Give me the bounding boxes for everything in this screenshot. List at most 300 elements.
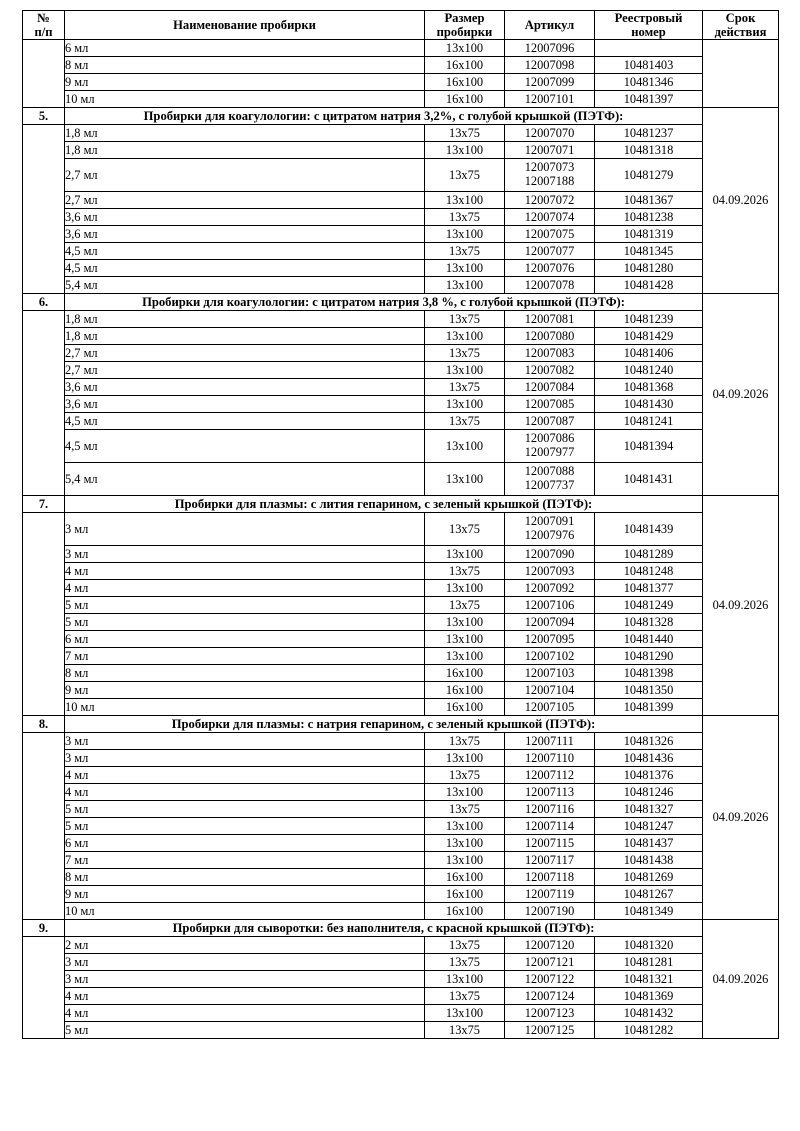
tube-size: 13x75 xyxy=(425,1022,505,1039)
tube-article: 12007103 xyxy=(505,665,595,682)
column-header-registry xyxy=(595,11,703,40)
tube-name: 1,8 мл xyxy=(65,142,425,159)
tube-article: 12007118 xyxy=(505,869,595,886)
table-row xyxy=(23,665,779,682)
tube-registry-number: 10481241 xyxy=(595,413,703,430)
tube-name: 4,5 мл xyxy=(65,413,425,430)
row-number-spacer xyxy=(23,125,65,294)
table-row xyxy=(23,277,779,294)
tube-article: 12007092 xyxy=(505,580,595,597)
tube-article: 12007124 xyxy=(505,988,595,1005)
tube-size: 13x100 xyxy=(425,362,505,379)
tube-registry-number: 10481237 xyxy=(595,125,703,142)
table-row xyxy=(23,513,779,546)
group-number: 5. xyxy=(23,108,65,125)
column-header-number xyxy=(23,11,65,40)
group-header-row xyxy=(23,920,779,937)
group-number: 6. xyxy=(23,294,65,311)
tube-article xyxy=(505,159,595,192)
tube-size: 13x75 xyxy=(425,988,505,1005)
tube-article: 12007117 xyxy=(505,852,595,869)
tube-size: 13x75 xyxy=(425,954,505,971)
tube-name: 5,4 мл xyxy=(65,463,425,496)
tube-name: 4,5 мл xyxy=(65,243,425,260)
validity-date: 04.09.2026 xyxy=(703,496,779,716)
tube-size: 16x100 xyxy=(425,682,505,699)
table-row xyxy=(23,614,779,631)
table-row xyxy=(23,767,779,784)
tube-registry-number: 10481403 xyxy=(595,57,703,74)
tube-registry-number: 10481377 xyxy=(595,580,703,597)
tube-name: 3,6 мл xyxy=(65,209,425,226)
tube-article: 12007095 xyxy=(505,631,595,648)
tube-size: 13x100 xyxy=(425,784,505,801)
tube-name: 4,5 мл xyxy=(65,260,425,277)
column-header-validity-line2: действия xyxy=(714,25,767,40)
tube-size: 13x100 xyxy=(425,430,505,463)
tube-size: 13x75 xyxy=(425,125,505,142)
tube-article-line: 12007073 xyxy=(524,160,575,175)
table-row xyxy=(23,648,779,665)
tube-article: 12007190 xyxy=(505,903,595,920)
table-row xyxy=(23,345,779,362)
tube-size: 16x100 xyxy=(425,903,505,920)
tube-size: 13x75 xyxy=(425,159,505,192)
tube-registry-number: 10481328 xyxy=(595,614,703,631)
tube-registry-number: 10481367 xyxy=(595,192,703,209)
column-header-article: Артикул xyxy=(505,11,595,40)
tube-article: 12007096 xyxy=(505,40,595,57)
column-header-name: Наименование пробирки xyxy=(65,11,425,40)
table-row xyxy=(23,988,779,1005)
table-row xyxy=(23,328,779,345)
tube-registry-number: 10481398 xyxy=(595,665,703,682)
tube-article: 12007101 xyxy=(505,91,595,108)
tube-name: 3 мл xyxy=(65,750,425,767)
tube-article: 12007120 xyxy=(505,937,595,954)
tube-registry-number: 10481436 xyxy=(595,750,703,767)
tube-article xyxy=(505,463,595,496)
tube-name: 7 мл xyxy=(65,648,425,665)
tube-registry-number: 10481428 xyxy=(595,277,703,294)
tube-name: 3,6 мл xyxy=(65,379,425,396)
tube-registry-number: 10481406 xyxy=(595,345,703,362)
tube-name: 10 мл xyxy=(65,903,425,920)
tube-size: 13x100 xyxy=(425,40,505,57)
group-header-row xyxy=(23,108,779,125)
tube-name: 3 мл xyxy=(65,954,425,971)
group-header-row xyxy=(23,716,779,733)
group-header-row xyxy=(23,294,779,311)
table-row xyxy=(23,209,779,226)
tube-size: 13x100 xyxy=(425,277,505,294)
tube-article: 12007077 xyxy=(505,243,595,260)
tube-name: 3 мл xyxy=(65,546,425,563)
tube-article: 12007113 xyxy=(505,784,595,801)
tube-registry-number: 10481397 xyxy=(595,91,703,108)
tube-name: 9 мл xyxy=(65,886,425,903)
tube-name: 3 мл xyxy=(65,971,425,988)
table-header xyxy=(23,11,779,40)
tube-registry-number: 10481429 xyxy=(595,328,703,345)
tube-size: 16x100 xyxy=(425,74,505,91)
group-number: 9. xyxy=(23,920,65,937)
tube-registry-number: 10481248 xyxy=(595,563,703,580)
table-row xyxy=(23,159,779,192)
tube-size: 16x100 xyxy=(425,869,505,886)
validity-date: 04.09.2026 xyxy=(703,716,779,920)
tube-size: 16x100 xyxy=(425,886,505,903)
tube-registry-number: 10481432 xyxy=(595,1005,703,1022)
tube-registry-number: 10481267 xyxy=(595,886,703,903)
row-number-spacer xyxy=(23,513,65,716)
tube-name: 4 мл xyxy=(65,784,425,801)
tube-registry-number: 10481438 xyxy=(595,852,703,869)
tube-article: 12007094 xyxy=(505,614,595,631)
tube-article xyxy=(505,430,595,463)
tube-size: 13x75 xyxy=(425,513,505,546)
tube-article: 12007070 xyxy=(505,125,595,142)
tube-name: 4,5 мл xyxy=(65,430,425,463)
tube-article: 12007085 xyxy=(505,396,595,413)
tube-article: 12007114 xyxy=(505,818,595,835)
tube-article: 12007111 xyxy=(505,733,595,750)
table-header-row xyxy=(23,11,779,40)
table-row xyxy=(23,1022,779,1039)
table-row xyxy=(23,597,779,614)
tube-size: 16x100 xyxy=(425,699,505,716)
table-row xyxy=(23,192,779,209)
tube-article: 12007082 xyxy=(505,362,595,379)
tube-size: 13x100 xyxy=(425,580,505,597)
tube-name: 6 мл xyxy=(65,631,425,648)
tube-size: 13x100 xyxy=(425,142,505,159)
tube-name: 9 мл xyxy=(65,682,425,699)
tube-registry-number: 10481280 xyxy=(595,260,703,277)
tube-article-line: 12007086 xyxy=(524,431,575,446)
tube-article: 12007071 xyxy=(505,142,595,159)
tube-name: 5 мл xyxy=(65,801,425,818)
tube-size: 13x75 xyxy=(425,243,505,260)
table-row xyxy=(23,563,779,580)
tube-size: 13x75 xyxy=(425,311,505,328)
tube-registry-number: 10481439 xyxy=(595,513,703,546)
tube-article-line: 12007976 xyxy=(524,528,575,543)
tube-name: 3 мл xyxy=(65,513,425,546)
table-row xyxy=(23,74,779,91)
tube-article xyxy=(505,513,595,546)
tube-registry-number: 10481239 xyxy=(595,311,703,328)
tube-article: 12007072 xyxy=(505,192,595,209)
tube-registry-number: 10481319 xyxy=(595,226,703,243)
tube-article: 12007112 xyxy=(505,767,595,784)
tube-registry-number: 10481290 xyxy=(595,648,703,665)
tube-name: 7 мл xyxy=(65,852,425,869)
table-row xyxy=(23,937,779,954)
tube-name: 10 мл xyxy=(65,699,425,716)
tube-name: 4 мл xyxy=(65,767,425,784)
tube-article-line: 12007091 xyxy=(524,514,575,529)
tube-name: 6 мл xyxy=(65,835,425,852)
column-header-registry-line1: Реестровый xyxy=(614,11,683,25)
tube-size: 13x100 xyxy=(425,971,505,988)
tube-name: 4 мл xyxy=(65,563,425,580)
tube-registry-number: 10481240 xyxy=(595,362,703,379)
row-number-continued xyxy=(23,40,65,108)
tube-registry-number: 10481368 xyxy=(595,379,703,396)
tube-article-line: 12007977 xyxy=(524,445,575,460)
tube-article: 12007074 xyxy=(505,209,595,226)
column-header-size xyxy=(425,11,505,40)
tube-registry-number: 10481394 xyxy=(595,430,703,463)
tube-size: 13x75 xyxy=(425,767,505,784)
tube-registry-number: 10481318 xyxy=(595,142,703,159)
table-row xyxy=(23,260,779,277)
tube-article: 12007087 xyxy=(505,413,595,430)
group-number: 7. xyxy=(23,496,65,513)
tube-name: 3,6 мл xyxy=(65,226,425,243)
tube-name: 1,8 мл xyxy=(65,328,425,345)
tube-registry-number: 10481279 xyxy=(595,159,703,192)
tube-registry-number: 10481249 xyxy=(595,597,703,614)
tube-article: 12007083 xyxy=(505,345,595,362)
tube-size: 13x100 xyxy=(425,614,505,631)
table-row xyxy=(23,682,779,699)
tube-size: 13x100 xyxy=(425,226,505,243)
tube-name: 4 мл xyxy=(65,1005,425,1022)
tube-article: 12007080 xyxy=(505,328,595,345)
tube-article-line: 12007088 xyxy=(524,464,575,479)
tube-size: 16x100 xyxy=(425,91,505,108)
tube-name: 5 мл xyxy=(65,597,425,614)
tube-registry-number: 10481399 xyxy=(595,699,703,716)
table-row xyxy=(23,631,779,648)
tube-name: 2,7 мл xyxy=(65,192,425,209)
tube-name: 1,8 мл xyxy=(65,125,425,142)
table-row xyxy=(23,463,779,496)
table-body xyxy=(23,40,779,1039)
tube-name: 5,4 мл xyxy=(65,277,425,294)
row-number-spacer xyxy=(23,733,65,920)
table-row xyxy=(23,954,779,971)
tube-size: 13x100 xyxy=(425,852,505,869)
column-header-size-line1: Размер xyxy=(444,11,485,25)
tube-name: 2,7 мл xyxy=(65,362,425,379)
table-row xyxy=(23,142,779,159)
table-row xyxy=(23,91,779,108)
table-row xyxy=(23,835,779,852)
tube-size: 13x100 xyxy=(425,192,505,209)
tube-registry-number: 10481321 xyxy=(595,971,703,988)
table-row xyxy=(23,886,779,903)
tube-name: 3 мл xyxy=(65,733,425,750)
tube-registry-number: 10481246 xyxy=(595,784,703,801)
table-row xyxy=(23,1005,779,1022)
table-row xyxy=(23,226,779,243)
tube-size: 13x75 xyxy=(425,345,505,362)
table-row xyxy=(23,733,779,750)
group-header-row xyxy=(23,496,779,513)
tube-article-line: 12007188 xyxy=(524,174,575,189)
tube-size: 13x75 xyxy=(425,379,505,396)
column-header-validity xyxy=(703,11,779,40)
tube-size: 13x75 xyxy=(425,801,505,818)
tube-article: 12007119 xyxy=(505,886,595,903)
tube-article: 12007125 xyxy=(505,1022,595,1039)
table-row xyxy=(23,699,779,716)
tube-article: 12007098 xyxy=(505,57,595,74)
tube-registry-number: 10481320 xyxy=(595,937,703,954)
tube-registry-number: 10481369 xyxy=(595,988,703,1005)
tube-size: 13x100 xyxy=(425,835,505,852)
tube-size: 13x100 xyxy=(425,396,505,413)
validity-date: 04.09.2026 xyxy=(703,108,779,294)
column-header-size-line2: пробирки xyxy=(436,25,493,40)
tube-size: 13x100 xyxy=(425,260,505,277)
tube-registry-number: 10481350 xyxy=(595,682,703,699)
tube-article: 12007121 xyxy=(505,954,595,971)
tube-name: 8 мл xyxy=(65,869,425,886)
tube-article: 12007090 xyxy=(505,546,595,563)
tube-name: 4 мл xyxy=(65,988,425,1005)
tube-name: 5 мл xyxy=(65,1022,425,1039)
tube-registry-number: 10481345 xyxy=(595,243,703,260)
group-title: Пробирки для плазмы: с натрия гепарином, с зеленый крышкой (ПЭТФ): xyxy=(65,716,703,733)
tube-name: 3,6 мл xyxy=(65,396,425,413)
group-number: 8. xyxy=(23,716,65,733)
tube-catalog-table xyxy=(22,10,779,1039)
tube-article: 12007122 xyxy=(505,971,595,988)
table-row xyxy=(23,818,779,835)
tube-size: 13x100 xyxy=(425,648,505,665)
tube-article: 12007078 xyxy=(505,277,595,294)
tube-article: 12007075 xyxy=(505,226,595,243)
tube-size: 13x75 xyxy=(425,597,505,614)
group-title: Пробирки для сыворотки: без наполнителя, с красной крышкой (ПЭТФ): xyxy=(65,920,703,937)
tube-size: 13x100 xyxy=(425,546,505,563)
group-title: Пробирки для коагулологии: с цитратом натрия 3,8 %, с голубой крышкой (ПЭТФ): xyxy=(65,294,703,311)
tube-registry-number: 10481269 xyxy=(595,869,703,886)
tube-article: 12007076 xyxy=(505,260,595,277)
tube-article: 12007110 xyxy=(505,750,595,767)
tube-registry-number: 10481349 xyxy=(595,903,703,920)
tube-article: 12007093 xyxy=(505,563,595,580)
table-row xyxy=(23,125,779,142)
tube-size: 16x100 xyxy=(425,665,505,682)
tube-registry-number: 10481440 xyxy=(595,631,703,648)
tube-size: 16x100 xyxy=(425,57,505,74)
table-row xyxy=(23,852,779,869)
tube-registry-number: 10481430 xyxy=(595,396,703,413)
tube-registry-number: 10481376 xyxy=(595,767,703,784)
validity-date: 04.09.2026 xyxy=(703,920,779,1039)
table-row xyxy=(23,869,779,886)
tube-registry-number: 10481326 xyxy=(595,733,703,750)
tube-article-line: 12007737 xyxy=(524,478,575,493)
tube-name: 2,7 мл xyxy=(65,345,425,362)
tube-article: 12007116 xyxy=(505,801,595,818)
tube-size: 13x100 xyxy=(425,328,505,345)
tube-article: 12007123 xyxy=(505,1005,595,1022)
group-title: Пробирки для плазмы: с лития гепарином, с зеленый крышкой (ПЭТФ): xyxy=(65,496,703,513)
tube-article: 12007104 xyxy=(505,682,595,699)
table-row xyxy=(23,396,779,413)
tube-article: 12007081 xyxy=(505,311,595,328)
tube-size: 13x100 xyxy=(425,1005,505,1022)
tube-size: 13x100 xyxy=(425,631,505,648)
tube-article: 12007106 xyxy=(505,597,595,614)
tube-name: 8 мл xyxy=(65,57,425,74)
tube-article: 12007084 xyxy=(505,379,595,396)
table-row xyxy=(23,40,779,57)
tube-name: 6 мл xyxy=(65,40,425,57)
table-row xyxy=(23,580,779,597)
tube-size: 13x75 xyxy=(425,413,505,430)
tube-size: 13x75 xyxy=(425,733,505,750)
tube-article: 12007102 xyxy=(505,648,595,665)
tube-name: 5 мл xyxy=(65,818,425,835)
tube-registry-number: 10481437 xyxy=(595,835,703,852)
tube-name: 4 мл xyxy=(65,580,425,597)
column-header-validity-line1: Срок xyxy=(725,11,756,25)
table-row xyxy=(23,430,779,463)
row-number-spacer xyxy=(23,311,65,496)
table-row xyxy=(23,311,779,328)
column-header-registry-line2: номер xyxy=(631,25,666,40)
table-row xyxy=(23,750,779,767)
tube-registry-number: 10481327 xyxy=(595,801,703,818)
tube-registry-number: 10481289 xyxy=(595,546,703,563)
tube-registry-number: 10481346 xyxy=(595,74,703,91)
table-row xyxy=(23,413,779,430)
tube-size: 13x75 xyxy=(425,563,505,580)
column-header-number-line2: п/п xyxy=(34,25,53,40)
table-row xyxy=(23,903,779,920)
table-row xyxy=(23,784,779,801)
column-header-number-line1: № xyxy=(37,11,50,25)
validity-date-continued xyxy=(703,40,779,108)
tube-name: 9 мл xyxy=(65,74,425,91)
table-row xyxy=(23,801,779,818)
tube-article: 12007115 xyxy=(505,835,595,852)
tube-registry-number: 10481238 xyxy=(595,209,703,226)
tube-size: 13x100 xyxy=(425,463,505,496)
tube-name: 1,8 мл xyxy=(65,311,425,328)
tube-name: 10 мл xyxy=(65,91,425,108)
tube-registry-number: 10481282 xyxy=(595,1022,703,1039)
table-row xyxy=(23,362,779,379)
table-row xyxy=(23,243,779,260)
tube-article: 12007105 xyxy=(505,699,595,716)
tube-size: 13x75 xyxy=(425,209,505,226)
tube-registry-number xyxy=(595,40,703,57)
tube-size: 13x100 xyxy=(425,818,505,835)
tube-name: 2 мл xyxy=(65,937,425,954)
row-number-spacer xyxy=(23,937,65,1039)
table-row xyxy=(23,57,779,74)
tube-size: 13x100 xyxy=(425,750,505,767)
table-row xyxy=(23,971,779,988)
tube-size: 13x75 xyxy=(425,937,505,954)
tube-registry-number: 10481281 xyxy=(595,954,703,971)
tube-registry-number: 10481431 xyxy=(595,463,703,496)
tube-name: 5 мл xyxy=(65,614,425,631)
tube-registry-number: 10481247 xyxy=(595,818,703,835)
table-row xyxy=(23,379,779,396)
table-row xyxy=(23,546,779,563)
tube-article: 12007099 xyxy=(505,74,595,91)
validity-date: 04.09.2026 xyxy=(703,294,779,496)
